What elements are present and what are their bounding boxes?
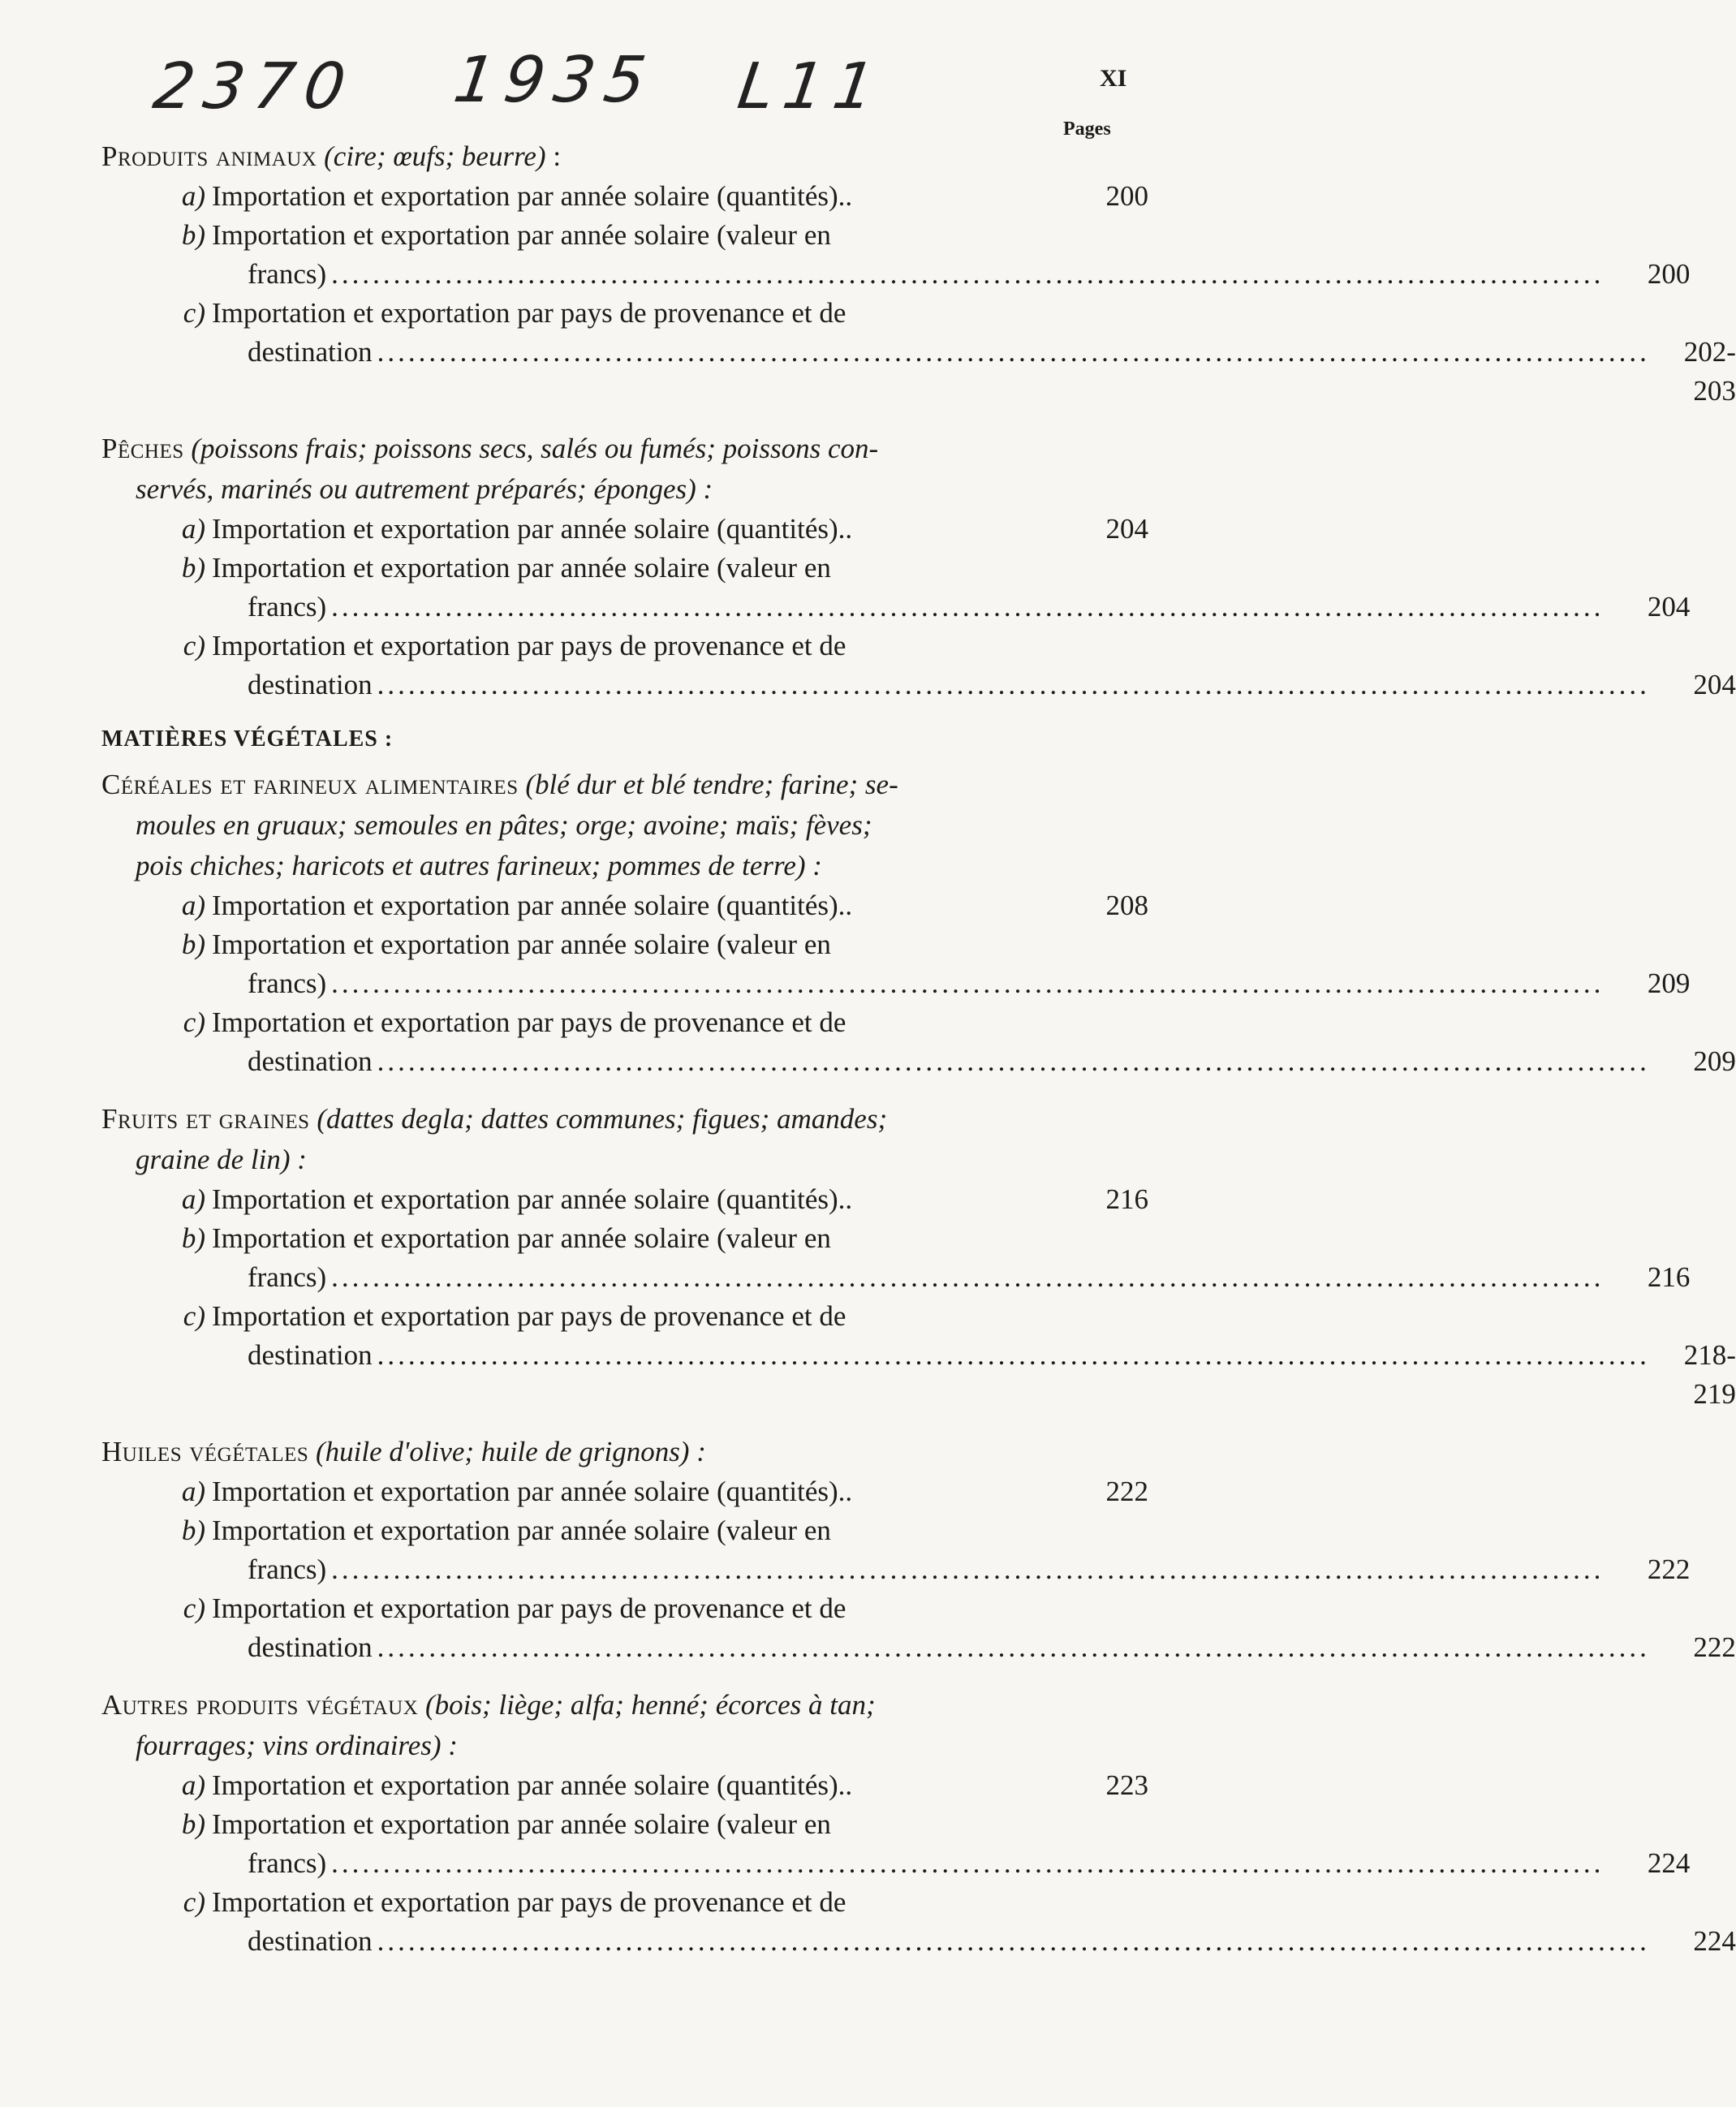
toc-section	[101, 429, 1736, 704]
section-heading	[101, 765, 1148, 805]
entry-page: 224	[1647, 1847, 1691, 1879]
entry-text: Importation et exportation par année solaire (quantités)..	[212, 513, 853, 545]
entry-label: a)	[181, 1183, 205, 1215]
leader-dots: ...........................................................................................................................	[377, 1631, 1650, 1663]
toc-entry-continuation: destination ........................................................................................................................... 204	[101, 666, 1148, 704]
toc-section	[101, 1099, 1736, 1414]
entry-text: Importation et exportation par pays de provenance et de	[212, 1300, 846, 1332]
leader-dots: ...........................................................................................................................	[331, 1847, 1605, 1879]
entry-page: 204	[1647, 591, 1691, 623]
entry-page: 202-203	[1683, 336, 1736, 407]
toc-entry-continuation: destination ........................................................................................................................... 224	[101, 1922, 1148, 1961]
toc-entry-continuation: francs) ........................................................................................................................... 204	[101, 588, 1148, 627]
entry-text: Importation et exportation par année solaire (quantités)..	[212, 1183, 853, 1215]
section-subtitle: (cire; œufs; beurre)	[324, 140, 546, 172]
entry-text: Importation et exportation par année solaire (quantités)..	[212, 1476, 853, 1507]
section-title: Pêches	[101, 433, 184, 464]
entry-text: Importation et exportation par pays de provenance et de	[212, 630, 846, 661]
section-title: Huiles végétales	[101, 1436, 309, 1467]
toc-entry	[101, 1297, 1148, 1336]
toc-entry	[101, 1511, 1148, 1550]
toc-entry-continuation: destination ........................................................................................................................... 218-219	[101, 1336, 1148, 1414]
entry-text: Importation et exportation par année solaire (valeur en	[212, 219, 831, 251]
toc-section	[101, 136, 1736, 411]
leader-dots: ...........................................................................................................................	[331, 591, 1605, 623]
toc-entry-continuation: francs) ........................................................................................................................... 209	[101, 964, 1148, 1003]
toc-entry	[101, 627, 1148, 666]
section-heading-cont: fourrages; vins ordinaires) :	[136, 1730, 458, 1761]
toc-entry	[101, 1589, 1148, 1628]
entry-label: b)	[181, 1515, 205, 1546]
leader-dots: ...........................................................................................................................	[377, 669, 1650, 700]
entry-page: 222	[1105, 1476, 1148, 1507]
entry-text: Importation et exportation par année solaire (valeur en	[212, 552, 831, 584]
entry-page: 200	[1105, 180, 1148, 212]
toc-entry	[101, 1805, 1148, 1844]
section-heading	[101, 1099, 1148, 1140]
section-subtitle: (huile d'olive; huile de grignons) :	[316, 1436, 706, 1467]
section-heading-cont: moules en gruaux; semoules en pâtes; orge; avoine; maïs; fèves;	[136, 809, 872, 841]
toc-entry	[101, 925, 1148, 964]
pages-column-label: Pages	[1063, 118, 1111, 140]
entry-text: Importation et exportation par année solaire (valeur en	[212, 1808, 831, 1840]
leader-dots: ...........................................................................................................................	[331, 1261, 1605, 1293]
page-number-roman: XI	[1100, 65, 1127, 92]
entry-label: a)	[181, 1476, 205, 1507]
entry-text: Importation et exportation par pays de provenance et de	[212, 1886, 846, 1918]
section-title: Fruits et graines	[101, 1103, 310, 1135]
entry-label: b)	[181, 929, 205, 960]
toc-entry-continuation: destination ........................................................................................................................... 209	[101, 1042, 1148, 1081]
entry-label: a)	[181, 1769, 205, 1801]
entry-page: 216	[1105, 1183, 1148, 1215]
entry-label: c)	[183, 1592, 205, 1624]
toc-section	[101, 1685, 1736, 1961]
section-heading-cont: servés, marinés ou autrement préparés; éponges) :	[136, 473, 713, 505]
entry-text: Importation et exportation par année solaire (quantités)..	[212, 890, 853, 921]
leader-dots: ...........................................................................................................................	[377, 336, 1650, 368]
entry-page: 204	[1105, 513, 1148, 545]
toc-entry	[101, 1003, 1148, 1042]
section-heading-cont: graine de lin) :	[136, 1144, 307, 1175]
section-title: Céréales et farineux alimentaires	[101, 769, 519, 800]
leader-dots: ...........................................................................................................................	[331, 967, 1605, 999]
toc-entry	[101, 1219, 1148, 1258]
section-heading	[101, 1685, 1148, 1726]
section-subtitle: (blé dur et blé tendre; farine; se-	[525, 769, 898, 800]
toc-entry-continuation: francs) ........................................................................................................................... 200	[101, 255, 1148, 294]
entry-page: 218-219	[1683, 1339, 1736, 1410]
entry-label: a)	[181, 180, 205, 212]
toc-entry	[101, 510, 1148, 549]
leader-dots: ...........................................................................................................................	[377, 1925, 1650, 1957]
section-title-end: :	[545, 140, 562, 172]
entry-page: 209	[1693, 1045, 1736, 1077]
entry-page: 223	[1105, 1769, 1148, 1801]
entry-label: b)	[181, 219, 205, 251]
category-heading: MATIÈRES VÉGÉTALES :	[101, 726, 394, 752]
entry-label: c)	[183, 1300, 205, 1332]
entry-label: c)	[183, 297, 205, 329]
leader-dots: ...........................................................................................................................	[331, 258, 1605, 290]
handwritten-year: 1935	[449, 44, 660, 117]
entry-text: Importation et exportation par année solaire (quantités)..	[212, 180, 853, 212]
section-subtitle: (bois; liège; alfa; henné; écorces à tan;	[425, 1689, 876, 1721]
leader-dots: ...........................................................................................................................	[377, 1045, 1650, 1077]
entry-label: c)	[183, 630, 205, 661]
entry-label: a)	[181, 513, 205, 545]
entry-text: Importation et exportation par année solaire (valeur en	[212, 929, 831, 960]
entry-page: 224	[1693, 1925, 1736, 1957]
toc-entry	[101, 1472, 1148, 1511]
entry-page: 208	[1105, 890, 1148, 921]
leader-dots: ...........................................................................................................................	[377, 1339, 1650, 1371]
section-heading-cont: pois chiches; haricots et autres farineux; pommes de terre) :	[136, 850, 822, 881]
entry-text: Importation et exportation par année solaire (valeur en	[212, 1222, 831, 1254]
toc-section	[101, 1432, 1736, 1667]
section-subtitle: (dattes degla; dattes communes; figues; amandes;	[317, 1103, 888, 1135]
handwritten-number-1: 2370	[149, 50, 360, 123]
entry-label: c)	[183, 1006, 205, 1038]
entry-page: 222	[1647, 1553, 1691, 1585]
entry-label: b)	[181, 1222, 205, 1254]
entry-page: 222	[1693, 1631, 1736, 1663]
toc-entry	[101, 549, 1148, 588]
entry-label: c)	[183, 1886, 205, 1918]
toc-entry	[101, 216, 1148, 255]
toc-entry	[101, 886, 1148, 925]
table-of-contents	[101, 136, 1736, 1961]
entry-page: 204	[1693, 669, 1736, 700]
section-subtitle: (poissons frais; poissons secs, salés ou fumés; poissons con-	[191, 433, 879, 464]
entry-text: Importation et exportation par année solaire (valeur en	[212, 1515, 831, 1546]
entry-page: 216	[1647, 1261, 1691, 1293]
handwritten-annotation	[149, 44, 890, 140]
toc-section	[101, 765, 1736, 1081]
toc-entry-continuation: francs) ........................................................................................................................... 222	[101, 1550, 1148, 1589]
toc-entry-continuation: destination ........................................................................................................................... 202-203	[101, 333, 1148, 411]
section-heading	[101, 136, 1148, 177]
entry-text: Importation et exportation par pays de provenance et de	[212, 297, 846, 329]
entry-label: b)	[181, 552, 205, 584]
section-heading	[101, 429, 1148, 469]
leader-dots: ...........................................................................................................................	[331, 1553, 1605, 1585]
entry-text: Importation et exportation par année solaire (quantités)..	[212, 1769, 853, 1801]
toc-entry	[101, 1766, 1148, 1805]
toc-entry-continuation: francs) ........................................................................................................................... 224	[101, 1844, 1148, 1883]
entry-page: 209	[1647, 967, 1691, 999]
entry-page: 200	[1647, 258, 1691, 290]
toc-entry-continuation: francs) ........................................................................................................................... 216	[101, 1258, 1148, 1297]
entry-label: b)	[181, 1808, 205, 1840]
toc-entry	[101, 1883, 1148, 1922]
handwritten-number-2: L11	[733, 50, 890, 123]
entry-text: Importation et exportation par pays de provenance et de	[212, 1006, 846, 1038]
toc-entry-continuation: destination ........................................................................................................................... 222	[101, 1628, 1148, 1667]
toc-entry	[101, 1180, 1148, 1219]
toc-entry	[101, 177, 1148, 216]
section-title: Autres produits végétaux	[101, 1689, 419, 1721]
toc-entry	[101, 294, 1148, 333]
section-title: Produits animaux	[101, 140, 317, 172]
entry-text: Importation et exportation par pays de provenance et de	[212, 1592, 846, 1624]
entry-label: a)	[181, 890, 205, 921]
section-heading	[101, 1432, 1148, 1472]
